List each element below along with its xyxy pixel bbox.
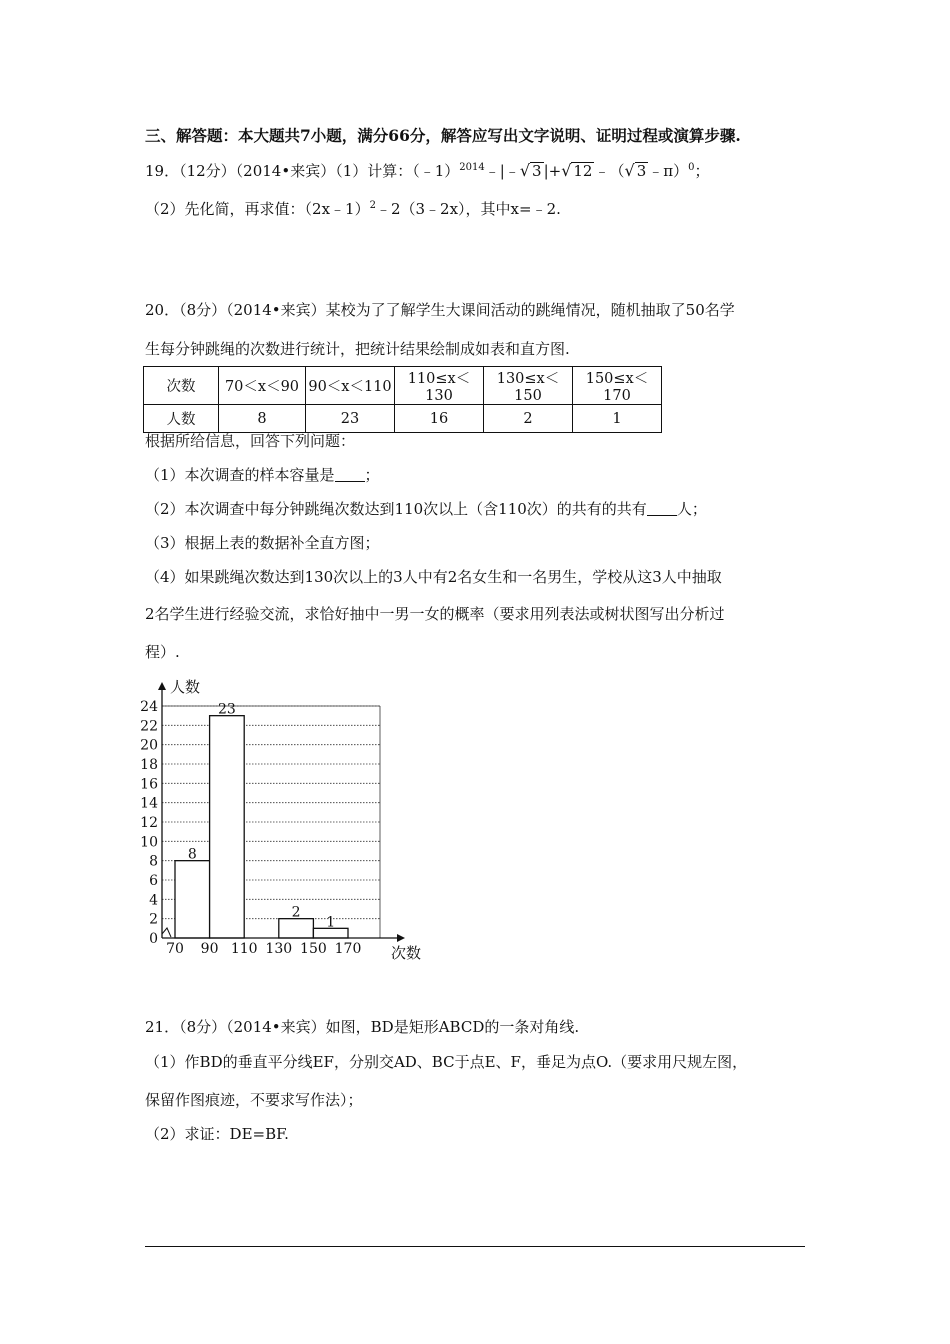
bar-value-label-150-170: 1 bbox=[326, 914, 336, 931]
sqrt-sign-3: √ bbox=[624, 161, 635, 180]
q19-part2 bbox=[145, 198, 561, 219]
y-tick-label-12: 12 bbox=[140, 815, 158, 831]
q20-p2-text: （2）本次调查中每分钟跳绳次数达到110次以上（含110次）的共有的共有 bbox=[145, 500, 647, 518]
q19-radicand-3: 3 bbox=[636, 162, 647, 180]
y-tick-label-16: 16 bbox=[140, 776, 158, 793]
q20-p4-line3: 程）. bbox=[145, 643, 180, 661]
y-tick-label-10: 10 bbox=[140, 834, 158, 851]
x-tick-label-90: 90 bbox=[200, 941, 219, 957]
bar-70-90 bbox=[175, 861, 210, 938]
q20-p1-end: ； bbox=[364, 466, 380, 484]
q19-part2-b: ﹣2（3﹣2x），其中x=﹣2. bbox=[375, 200, 561, 218]
q21-line1: 21．（8分）（2014•来宾）如图，BD是矩形ABCD的一条对角线. bbox=[145, 1018, 580, 1036]
x-tick-label-170: 170 bbox=[334, 941, 362, 957]
frequency-table bbox=[143, 366, 662, 433]
y-tick-label-6: 6 bbox=[149, 873, 158, 889]
table-cell-range-1: 70＜x＜90 bbox=[219, 367, 306, 405]
y-axis-arrow-icon bbox=[158, 682, 166, 690]
table-cell-count-3: 16 bbox=[395, 405, 484, 433]
y-tick-label-18: 18 bbox=[140, 757, 158, 773]
q19-mid1: ﹣|﹣ bbox=[484, 162, 520, 180]
table-row-counts bbox=[144, 405, 662, 433]
q20-p1-blank bbox=[335, 467, 365, 482]
y-tick-label-20: 20 bbox=[140, 737, 158, 754]
table-cell-range-3: 110≤x＜130 bbox=[395, 367, 484, 405]
footer-rule bbox=[145, 1246, 805, 1247]
y-tick-label-24: 24 bbox=[140, 699, 158, 715]
q19-mid3: ﹣（ bbox=[594, 162, 625, 180]
q21-line2: （1）作BD的垂直平分线EF，分别交AD、BC于点E、F，垂足为点O.（要求用尺规左图， bbox=[145, 1053, 748, 1071]
q19-end: ； bbox=[694, 162, 710, 180]
table-cell-range-2: 90＜x＜110 bbox=[306, 367, 395, 405]
y-tick-label-2: 2 bbox=[149, 911, 158, 928]
bar-90-110 bbox=[210, 716, 245, 938]
histogram-chart bbox=[135, 672, 445, 972]
bar-value-label-70-90: 8 bbox=[187, 846, 197, 863]
q20-p4-line1: （4）如果跳绳次数达到130次以上的3人中有2名女生和一名男生，学校从这3人中抽取 bbox=[145, 568, 722, 586]
y-tick-label-0: 0 bbox=[149, 931, 158, 947]
table-header-renshu: 人数 bbox=[144, 405, 219, 433]
y-tick-label-22: 22 bbox=[140, 718, 158, 735]
q21-line4: （2）求证：DE=BF. bbox=[145, 1125, 289, 1143]
bars-layer bbox=[175, 716, 348, 938]
axis-break-icon bbox=[162, 928, 171, 937]
q20-p2 bbox=[145, 498, 707, 519]
q19-mid2: |+ bbox=[543, 162, 562, 180]
q20-p4-line2: 2名学生进行经验交流，求恰好抽中一男一女的概率（要求用列表法或树状图写出分析过 bbox=[145, 605, 725, 623]
table-cell-range-5: 150≤x＜170 bbox=[573, 367, 662, 405]
q20-line2: 生每分钟跳绳的次数进行统计，把统计结果绘制成如表和直方图. bbox=[145, 340, 570, 358]
table-cell-count-1: 8 bbox=[219, 405, 306, 433]
table-cell-count-4: 2 bbox=[484, 405, 573, 433]
q20-p1 bbox=[145, 464, 380, 485]
q19-part1 bbox=[145, 160, 710, 181]
bar-value-label-90-110: 23 bbox=[217, 701, 236, 718]
table-cell-range-4: 130≤x＜150 bbox=[484, 367, 573, 405]
table-header-cishu: 次数 bbox=[144, 367, 219, 405]
x-tick-label-130: 130 bbox=[265, 941, 293, 957]
x-tick-label-150: 150 bbox=[300, 941, 327, 957]
y-tick-label-4: 4 bbox=[149, 892, 158, 909]
bar-130-150 bbox=[279, 919, 314, 938]
q19-exp1: 2014 bbox=[459, 162, 485, 173]
x-tick-label-70: 70 bbox=[166, 941, 184, 957]
y-tick-label-14: 14 bbox=[140, 795, 158, 812]
q19-prefix: 19．（12分）（2014•来宾）（1）计算：（﹣1） bbox=[145, 162, 460, 180]
q19-radicand-1: 3 bbox=[532, 162, 542, 180]
q19-radicand-2: 12 bbox=[573, 162, 593, 180]
q20-p2-blank bbox=[647, 501, 677, 516]
y-tick-label-8: 8 bbox=[149, 853, 158, 870]
section-title: 三、解答题：本大题共7小题，满分66分，解答应写出文字说明、证明过程或演算步骤. bbox=[145, 126, 741, 145]
sqrt-sign-2: √ bbox=[561, 161, 572, 180]
x-axis-title: 次数 bbox=[391, 944, 422, 962]
y-axis-title: 人数 bbox=[170, 678, 201, 696]
q19-part2-a: （2）先化简，再求值：（2x﹣1） bbox=[145, 200, 370, 218]
q19-mid4: ﹣π） bbox=[648, 162, 689, 180]
table-cell-count-5: 1 bbox=[573, 405, 662, 433]
x-axis-arrow-icon bbox=[397, 934, 405, 942]
q19-exp2: 0 bbox=[688, 162, 695, 173]
bar-value-label-130-150: 2 bbox=[291, 904, 301, 921]
q20-p2-end: 人； bbox=[676, 500, 707, 518]
table-row-ranges bbox=[144, 367, 662, 405]
q19-part2-exp: 2 bbox=[369, 200, 376, 211]
q20-p1-text: （1）本次调查的样本容量是 bbox=[145, 466, 335, 484]
q20-p3: （3）根据上表的数据补全直方图； bbox=[145, 534, 380, 552]
x-tick-label-110: 110 bbox=[230, 941, 258, 957]
q20-intro: 根据所给信息，回答下列问题： bbox=[145, 432, 356, 450]
q20-line1: 20．（8分）（2014•来宾）某校为了了解学生大课间活动的跳绳情况，随机抽取了50名学 bbox=[145, 301, 735, 319]
sqrt-sign-1: √ bbox=[519, 161, 531, 180]
table-cell-count-2: 23 bbox=[306, 405, 395, 433]
q21-line3: 保留作图痕迹，不要求写作法）； bbox=[145, 1091, 363, 1109]
